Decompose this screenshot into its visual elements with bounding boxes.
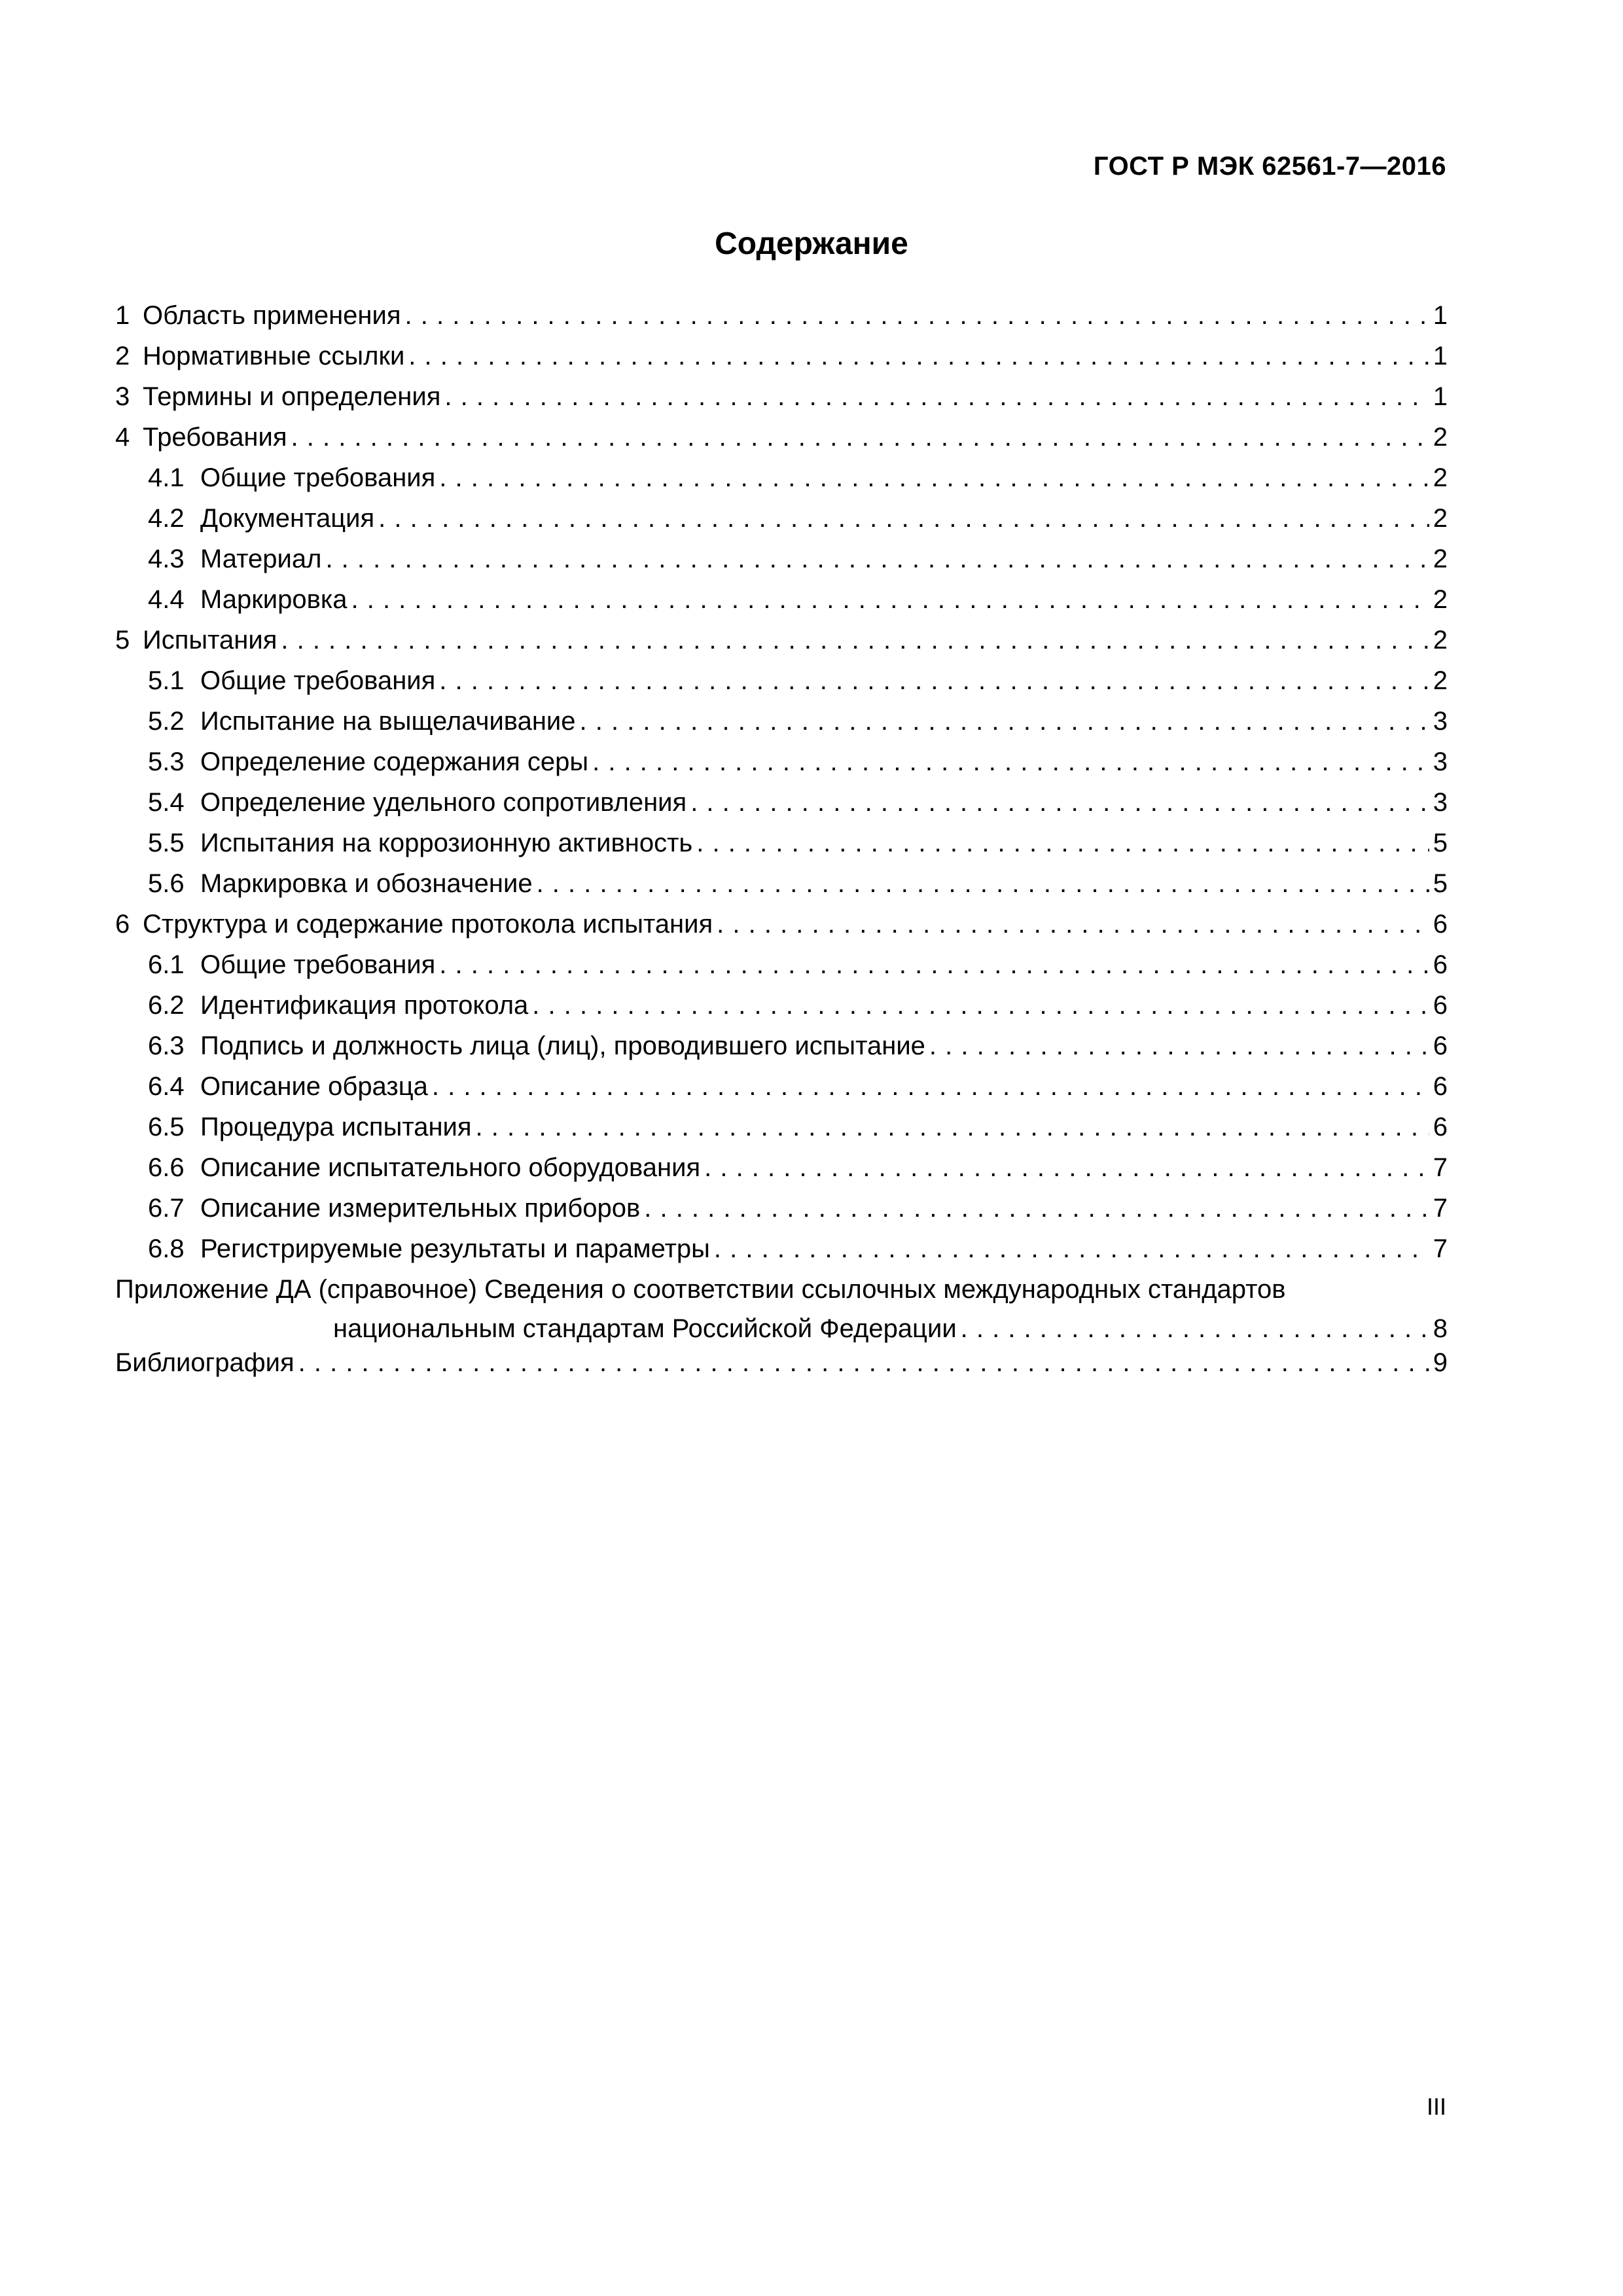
toc-entry-number: 4.3 [148, 545, 185, 573]
toc-entry-number: 5.1 [148, 666, 185, 695]
toc-entry-title: Процедура испытания [200, 1113, 472, 1141]
toc-entry[interactable] [115, 783, 1448, 823]
toc-entry[interactable] [115, 336, 1448, 377]
toc-entry-number: 6 [115, 910, 130, 939]
toc-entry-number: 4.2 [148, 504, 185, 533]
toc-entry-page: 2 [1433, 463, 1448, 492]
toc-entry-page: 2 [1433, 504, 1448, 533]
toc-entry-page: 6 [1433, 1113, 1448, 1141]
toc-entry-number: 5.2 [148, 707, 185, 736]
toc-entry[interactable] [115, 1026, 1448, 1067]
toc-entry-title: Общие требования [200, 666, 436, 695]
dot-leader [717, 905, 1429, 944]
toc-entry[interactable] [115, 620, 1448, 661]
toc-entry-title: Описание измерительных приборов [200, 1194, 641, 1223]
dot-leader [439, 458, 1429, 497]
toc-entry-title: Библиография [115, 1348, 294, 1377]
toc-entry-page: 3 [1433, 747, 1448, 776]
toc-entry-number: 6.6 [148, 1153, 185, 1182]
toc-entry[interactable] [115, 702, 1448, 742]
toc-entry-page: 6 [1433, 950, 1448, 979]
toc-entry-number: 1 [115, 301, 130, 330]
toc-entry-page: 6 [1433, 1072, 1448, 1101]
toc-entry[interactable] [115, 742, 1448, 783]
dot-leader [408, 336, 1429, 376]
annex-title-line1: Приложение ДА (справочное) Сведения о соответствии ссылочных международных стандартов [115, 1275, 1286, 1304]
toc-entry-title: Идентификация протокола [200, 991, 529, 1020]
dot-leader [439, 661, 1429, 700]
toc-entry[interactable] [115, 296, 1448, 336]
toc-entry[interactable] [115, 945, 1448, 986]
toc-entry-title: Общие требования [200, 463, 436, 492]
toc-entry-page: 6 [1433, 1031, 1448, 1060]
toc-entry[interactable] [115, 864, 1448, 905]
toc-entry-title: Требования [143, 423, 287, 452]
toc-entry-page: 2 [1433, 545, 1448, 573]
toc-entry-page: 5 [1433, 869, 1448, 898]
page-number: III [1426, 2093, 1446, 2120]
toc-entry[interactable] [115, 377, 1448, 418]
dot-leader [439, 945, 1429, 984]
toc-entry-title: Область применения [143, 301, 401, 330]
dot-leader [704, 1148, 1429, 1187]
table-of-contents [115, 296, 1448, 1384]
toc-entry-title: Структура и содержание протокола испытания [143, 910, 713, 939]
toc-entry-page: 3 [1433, 788, 1448, 817]
toc-entry-number: 5.3 [148, 747, 185, 776]
toc-entry-title: Описание испытательного оборудования [200, 1153, 701, 1182]
toc-entry-title: Испытания на коррозионную активность [200, 829, 693, 857]
dot-leader [432, 1067, 1429, 1106]
toc-entry-page: 1 [1433, 301, 1448, 330]
toc-entry-page: 8 [1433, 1314, 1448, 1343]
toc-title: Содержание [715, 226, 908, 261]
toc-entry-bibliography[interactable] [115, 1343, 1448, 1384]
toc-entry[interactable] [115, 580, 1448, 620]
toc-entry-page: 7 [1433, 1153, 1448, 1182]
toc-entry-number: 6.8 [148, 1234, 185, 1263]
toc-entry-annex[interactable] [115, 1270, 1448, 1343]
dot-leader [281, 620, 1429, 660]
toc-entry[interactable] [115, 661, 1448, 702]
dot-leader [644, 1189, 1429, 1228]
toc-entry-number: 5 [115, 626, 130, 655]
toc-entry-title: Определение удельного сопротивления [200, 788, 687, 817]
toc-entry-number: 6.7 [148, 1194, 185, 1223]
toc-entry[interactable] [115, 1189, 1448, 1229]
toc-entry-title: Маркировка [200, 585, 348, 614]
toc-entry-number: 4.1 [148, 463, 185, 492]
toc-entry-page: 2 [1433, 585, 1448, 614]
dot-leader [690, 783, 1429, 822]
toc-entry-page: 2 [1433, 666, 1448, 695]
dot-leader [298, 1343, 1429, 1382]
dot-leader [696, 823, 1429, 863]
dot-leader [714, 1229, 1429, 1268]
dot-leader [961, 1309, 1429, 1348]
toc-entry-number: 5.6 [148, 869, 185, 898]
toc-entry-title: Термины и определения [143, 382, 441, 411]
dot-leader [592, 742, 1429, 781]
toc-entry-title: Регистрируемые результаты и параметры [200, 1234, 710, 1263]
toc-entry-number: 5.5 [148, 829, 185, 857]
dot-leader [580, 702, 1429, 741]
toc-entry-title: Маркировка и обозначение [200, 869, 533, 898]
toc-entry-title: Нормативные ссылки [143, 342, 405, 370]
toc-entry-number: 5.4 [148, 788, 185, 817]
document-code: ГОСТ Р МЭК 62561-7—2016 [1093, 152, 1446, 181]
toc-entry[interactable] [115, 1229, 1448, 1270]
toc-entry[interactable] [115, 905, 1448, 945]
toc-entry-page: 7 [1433, 1234, 1448, 1263]
toc-entry-title: Материал [200, 545, 322, 573]
toc-entry[interactable] [115, 539, 1448, 580]
dot-leader [532, 986, 1429, 1025]
toc-entry-title: Документация [200, 504, 375, 533]
toc-entry-page: 5 [1433, 829, 1448, 857]
dot-leader [537, 864, 1429, 903]
toc-entry[interactable] [115, 1067, 1448, 1107]
toc-entry[interactable] [115, 986, 1448, 1026]
toc-entry-page: 6 [1433, 910, 1448, 939]
toc-entry[interactable] [115, 499, 1448, 539]
toc-entry[interactable] [115, 823, 1448, 864]
dot-leader [291, 418, 1429, 457]
dot-leader [444, 377, 1429, 416]
dot-leader [325, 539, 1429, 579]
toc-entry-title: Испытания [143, 626, 277, 655]
toc-entry[interactable] [115, 1107, 1448, 1148]
toc-entry-number: 3 [115, 382, 130, 411]
dot-leader [351, 580, 1429, 619]
dot-leader [476, 1107, 1429, 1147]
toc-entry-number: 6.4 [148, 1072, 185, 1101]
toc-entry-title: Испытание на выщелачивание [200, 707, 576, 736]
toc-entry-title: Общие требования [200, 950, 436, 979]
dot-leader [405, 296, 1429, 335]
toc-entry-number: 6.3 [148, 1031, 185, 1060]
toc-entry-title: Подпись и должность лица (лиц), проводившего испытание [200, 1031, 925, 1060]
toc-entry[interactable] [115, 418, 1448, 458]
dot-leader [929, 1026, 1429, 1066]
toc-entry-number: 6.1 [148, 950, 185, 979]
toc-entry-title: Описание образца [200, 1072, 428, 1101]
toc-entry-number: 6.2 [148, 991, 185, 1020]
toc-entry[interactable] [115, 458, 1448, 499]
toc-entry[interactable] [115, 1148, 1448, 1189]
toc-entry-page: 6 [1433, 991, 1448, 1020]
toc-entry-number: 4.4 [148, 585, 185, 614]
toc-entry-number: 4 [115, 423, 130, 452]
toc-entry-number: 6.5 [148, 1113, 185, 1141]
toc-entry-page: 7 [1433, 1194, 1448, 1223]
toc-entry-number: 2 [115, 342, 130, 370]
toc-entry-page: 1 [1433, 382, 1448, 411]
dot-leader [378, 499, 1429, 538]
toc-entry-page: 1 [1433, 342, 1448, 370]
toc-entry-page: 9 [1433, 1348, 1448, 1377]
toc-entry-page: 2 [1433, 626, 1448, 655]
annex-title-line2: национальным стандартам Российской Федерации [333, 1314, 957, 1343]
toc-entry-page: 2 [1433, 423, 1448, 452]
toc-entry-page: 3 [1433, 707, 1448, 736]
toc-entry-title: Определение содержания серы [200, 747, 589, 776]
